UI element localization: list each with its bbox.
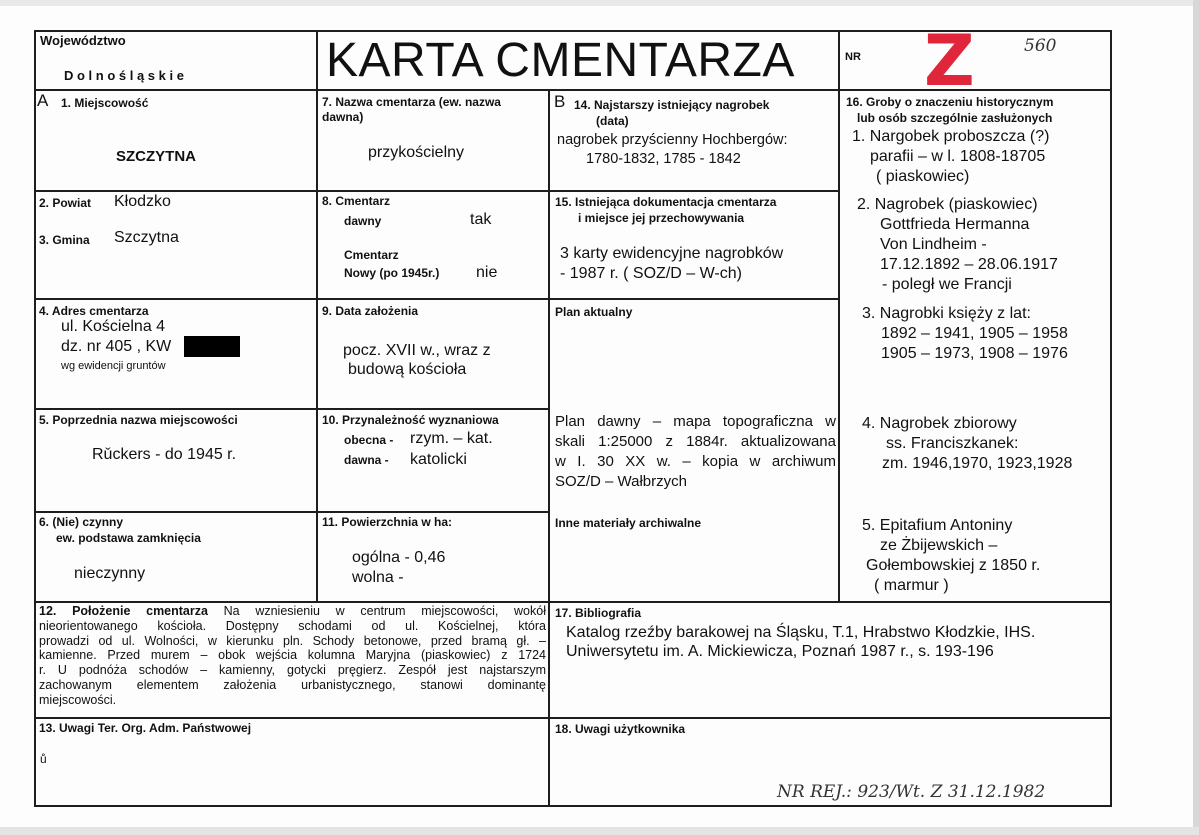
adres-note: wg ewidencji gruntów — [61, 360, 166, 372]
polozenie-line: zachowanym elementem założenia urbanistycznego, stanowi dominantę — [39, 677, 546, 692]
nowy-label: Nowy (po 1945r.) — [344, 266, 440, 280]
scan-edge-bottom — [0, 827, 1199, 835]
miejscowosc-value: SZCZYTNA — [116, 148, 196, 165]
rule-left — [34, 30, 36, 807]
polozenie-text — [39, 604, 546, 708]
dokumentacja-value: - 1987 r. ( SOZ/D – W-ch) — [560, 265, 742, 282]
groby-item: 4. Nagrobek zbiorowy — [862, 415, 1017, 432]
uwagi-user-label: 18. Uwagi użytkownika — [555, 722, 686, 736]
nowy-value: nie — [476, 264, 498, 281]
nr-label: NR — [845, 51, 861, 63]
groby-item: 1. Nargobek proboszcza (?) — [852, 128, 1050, 145]
rule-row6 — [34, 717, 1112, 719]
dawny-value: tak — [470, 211, 492, 228]
uwagi-ter-value: ů — [40, 752, 47, 766]
najstarszy-label: 14. Najstarszy istniejący nagrobek — [574, 98, 770, 112]
nazwa-value: przykościelny — [368, 144, 465, 161]
wolna-value: wolna - — [352, 569, 404, 586]
plan-dawny-line: SOZ/D – Wałbrzych — [555, 473, 687, 490]
polozenie-line-text: Na wzniesieniu w centrum miejscowości, wokół — [223, 604, 546, 618]
nowy-label: Cmentarz — [344, 248, 399, 262]
dawna-value: katolicki — [410, 451, 467, 468]
rule-row4-left — [34, 511, 550, 513]
bibliografia-line: Uniwersytetu im. A. Mickiewicza, Poznań 1987 r., s. 193-196 — [566, 643, 994, 660]
groby-item: 17.12.1892 – 28.06.1917 — [880, 256, 1058, 273]
polozenie-line: prowadzi od ul. Wolności, w kierunku pln. Schody betonowe, przed bramą gł. – — [39, 633, 546, 648]
dokumentacja-value: 3 karty ewidencyjne nagrobków — [560, 245, 784, 262]
plan-dawny-line: Plan dawny – mapa topograficzna w — [555, 413, 836, 430]
groby-item: parafii – w l. 1808-18705 — [870, 148, 1046, 165]
groby-item: zm. 1946,1970, 1923,1928 — [882, 455, 1073, 472]
data-label: 9. Data założenia — [322, 304, 419, 318]
dawna-label: dawna - — [344, 453, 389, 467]
groby-item: Gottfrieda Hermanna — [880, 216, 1030, 233]
scan-edge-right — [1193, 0, 1199, 835]
groby-item: Gołembowskiej z 1850 r. — [866, 557, 1041, 574]
bibliografia-label: 17. Bibliografia — [555, 606, 642, 620]
section-a-letter: A — [37, 91, 49, 110]
nr-stamp: Z — [924, 20, 975, 102]
rule-row2 — [34, 298, 840, 300]
groby-item: - poległ we Francji — [882, 276, 1012, 293]
adres-line: ul. Kościelna 4 — [61, 318, 166, 335]
rule-right — [1110, 30, 1112, 807]
rule-col2 — [548, 89, 550, 805]
polozenie-label: 12. Położenie cmentarza — [39, 604, 208, 618]
najstarszy-value: nagrobek przyścienny Hochbergów: — [557, 132, 788, 148]
nazwa-label: dawna) — [322, 110, 364, 124]
adres-line: dz. nr 405 , KW — [61, 338, 172, 355]
obecna-value: rzym. – kat. — [410, 430, 493, 447]
powiat-value: Kłodzko — [114, 193, 171, 210]
powierzchnia-label: 11. Powierzchnia w ha: — [322, 515, 453, 529]
groby-item: 1892 – 1941, 1905 – 1958 — [881, 325, 1068, 342]
dawny-label: dawny — [344, 214, 382, 228]
miejscowosc-label: 1. Miejscowość — [61, 96, 149, 110]
redacted-block — [184, 336, 240, 357]
uwagi-ter-label: 13. Uwagi Ter. Org. Adm. Państwowej — [39, 721, 252, 735]
plan-dawny-line: w I. 30 XX w. – kopia w archiwum — [555, 453, 836, 470]
poprzednia-value: Rǔckers - do 1945 r. — [92, 446, 237, 463]
dokumentacja-label: i miejsce jej przechowywania — [578, 211, 745, 225]
groby-item: 3. Nagrobki księży z lat: — [862, 305, 1031, 322]
czynny-label: 6. (Nie) czynny — [39, 515, 124, 529]
groby-item: 1905 – 1973, 1908 – 1976 — [881, 345, 1068, 362]
rule-row1 — [34, 190, 840, 192]
polozenie-line: r. U podnóża schodów – kamienny, gotycki pręgierz. Zespół jest najstarszym — [39, 663, 546, 678]
section-b-letter: B — [554, 92, 566, 111]
polozenie-line: miejscowości. — [39, 692, 117, 707]
poprzednia-label: 5. Poprzednia nazwa miejscowości — [39, 413, 238, 427]
cmentarz-label: 8. Cmentarz — [322, 194, 391, 208]
rule-row5 — [34, 601, 1112, 603]
bibliografia-line: Katalog rzeźby barakowej na Śląsku, T.1, Hrabstwo Kłodzkie, IHS. — [566, 624, 1036, 641]
page-title: KARTA CMENTARZA — [326, 34, 795, 87]
polozenie-line: nieorientowanego kościoła. Dostępny schodami od ul. Kościelnej, która — [39, 618, 546, 633]
przynaleznosc-label: 10. Przynależność wyznaniowa — [322, 413, 499, 427]
handwritten-registration: NR REJ.: 923/Wt. Z 31.12.1982 — [777, 782, 1046, 802]
scan-edge-top — [0, 0, 1199, 6]
adres-label: 4. Adres cmentarza — [39, 304, 149, 318]
groby-label: lub osób szczególnie zasłużonych — [857, 111, 1053, 125]
dokumentacja-label: 15. Istniejąca dokumentacja cmentarza — [555, 195, 777, 209]
czynny-value: nieczynny — [74, 565, 146, 582]
wojewodztwo-label: Województwo — [40, 33, 126, 48]
powiat-label: 2. Powiat — [39, 196, 92, 210]
plan-dawny-line: skali 1:25000 z 1884r. aktualizowana — [555, 433, 836, 450]
groby-item: ss. Franciszkanek: — [886, 435, 1019, 452]
najstarszy-value: 1780-1832, 1785 - 1842 — [586, 151, 741, 167]
plan-dawny-text — [555, 412, 836, 492]
data-value: pocz. XVII w., wraz z — [343, 342, 491, 359]
nazwa-label: 7. Nazwa cmentarza (ew. nazwa — [322, 95, 501, 109]
data-value: budową kościoła — [348, 361, 467, 378]
ogolna-value: ogólna - 0,46 — [352, 549, 446, 566]
rule-col1 — [316, 30, 318, 603]
czynny-sub: ew. podstawa zamknięcia — [56, 531, 201, 545]
polozenie-line: kamienne. Przed murem – obok wejścia kolumna Maryjna (piaskowiec) z 1724 — [39, 648, 546, 663]
nr-handwritten: 560 — [1024, 36, 1057, 56]
groby-item: ze Żbijewskich – — [880, 537, 998, 554]
groby-item: Von Lindheim - — [880, 236, 987, 253]
gmina-label: 3. Gmina — [39, 233, 90, 247]
gmina-value: Szczytna — [114, 229, 179, 246]
groby-label: 16. Groby o znaczeniu historycznym — [846, 95, 1054, 109]
rule-col3 — [838, 30, 840, 603]
rule-row3-left — [34, 408, 550, 410]
groby-item: ( piaskowiec) — [876, 168, 970, 185]
rule-bottom — [34, 805, 1112, 807]
najstarszy-label: (data) — [596, 114, 629, 128]
inne-label: Inne materiały archiwalne — [555, 516, 702, 530]
plan-aktualny-label: Plan aktualny — [555, 305, 633, 319]
polozenie-line — [39, 604, 546, 619]
obecna-label: obecna - — [344, 433, 394, 447]
wojewodztwo-value: D o l n o ś l ą s k i e — [64, 68, 184, 83]
groby-item: 5. Epitafium Antoniny — [862, 517, 1013, 534]
groby-item: ( marmur ) — [874, 577, 949, 594]
groby-item: 2. Nagrobek (piaskowiec) — [857, 196, 1038, 213]
